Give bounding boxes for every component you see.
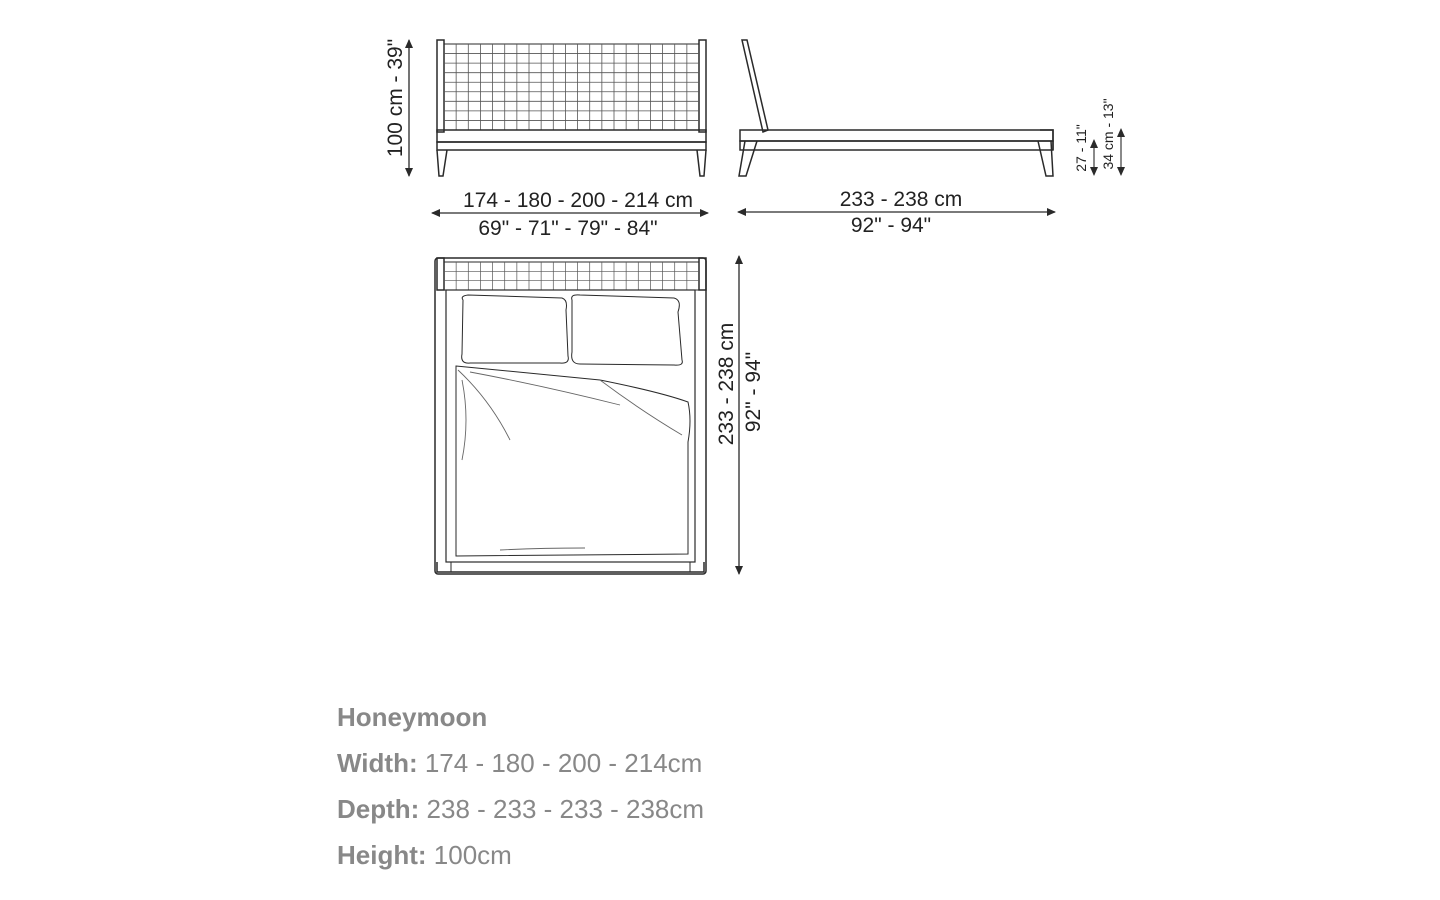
top-outer-frame (435, 258, 706, 574)
duvet (456, 366, 690, 556)
front-height-dimension (384, 39, 409, 176)
top-view (435, 258, 706, 574)
front-width-dimension (432, 189, 708, 240)
front-right-leg (697, 150, 706, 176)
top-right-post (699, 258, 706, 290)
side-mattress-height-label: 34 cm - 13" (1100, 98, 1116, 170)
front-woven-panel (444, 44, 699, 130)
right-pillow (572, 295, 683, 365)
height-label: Height: (337, 840, 427, 870)
depth-spec (337, 786, 704, 832)
depth-label: Depth: (337, 794, 420, 824)
front-frame (437, 142, 706, 150)
side-front-leg (739, 141, 757, 176)
left-pillow (462, 295, 569, 363)
side-back-leg (1038, 141, 1053, 176)
product-name: Honeymoon (337, 702, 488, 732)
height-value: 100cm (426, 840, 512, 870)
side-height-dimensions (1073, 98, 1121, 175)
top-mattress (446, 290, 695, 562)
top-length-dimension (715, 256, 765, 574)
front-left-post (437, 40, 444, 132)
front-mattress (437, 130, 706, 142)
side-frame-height-label: 27 - 11" (1073, 124, 1089, 172)
front-width-cm-label: 174 - 180 - 200 - 214 cm (463, 189, 693, 212)
side-headboard (742, 40, 768, 132)
product-specs (337, 694, 704, 878)
side-length-in-label: 92" - 94" (850, 214, 932, 237)
top-left-post (437, 258, 444, 290)
side-mattress (740, 130, 1053, 141)
front-view (437, 40, 706, 176)
width-spec (337, 740, 704, 786)
width-value: 174 - 180 - 200 - 214cm (417, 748, 703, 778)
side-frame (740, 141, 1053, 150)
front-right-post (699, 40, 706, 132)
front-height-label: 100 cm - 39" (384, 38, 407, 158)
front-width-in-label: 69" - 71" - 79" - 84" (478, 217, 658, 240)
top-length-in-label: 92" - 94" (742, 351, 765, 433)
side-length-cm-label: 233 - 238 cm (839, 188, 963, 211)
depth-value: 238 - 233 - 233 - 238cm (419, 794, 705, 824)
front-left-leg (437, 150, 447, 176)
side-view (739, 40, 1053, 176)
side-length-dimension (738, 188, 1055, 237)
width-label: Width: (337, 748, 418, 778)
top-headboard-strip (444, 262, 699, 290)
height-spec (337, 832, 704, 878)
top-length-cm-label: 233 - 238 cm (715, 322, 738, 446)
